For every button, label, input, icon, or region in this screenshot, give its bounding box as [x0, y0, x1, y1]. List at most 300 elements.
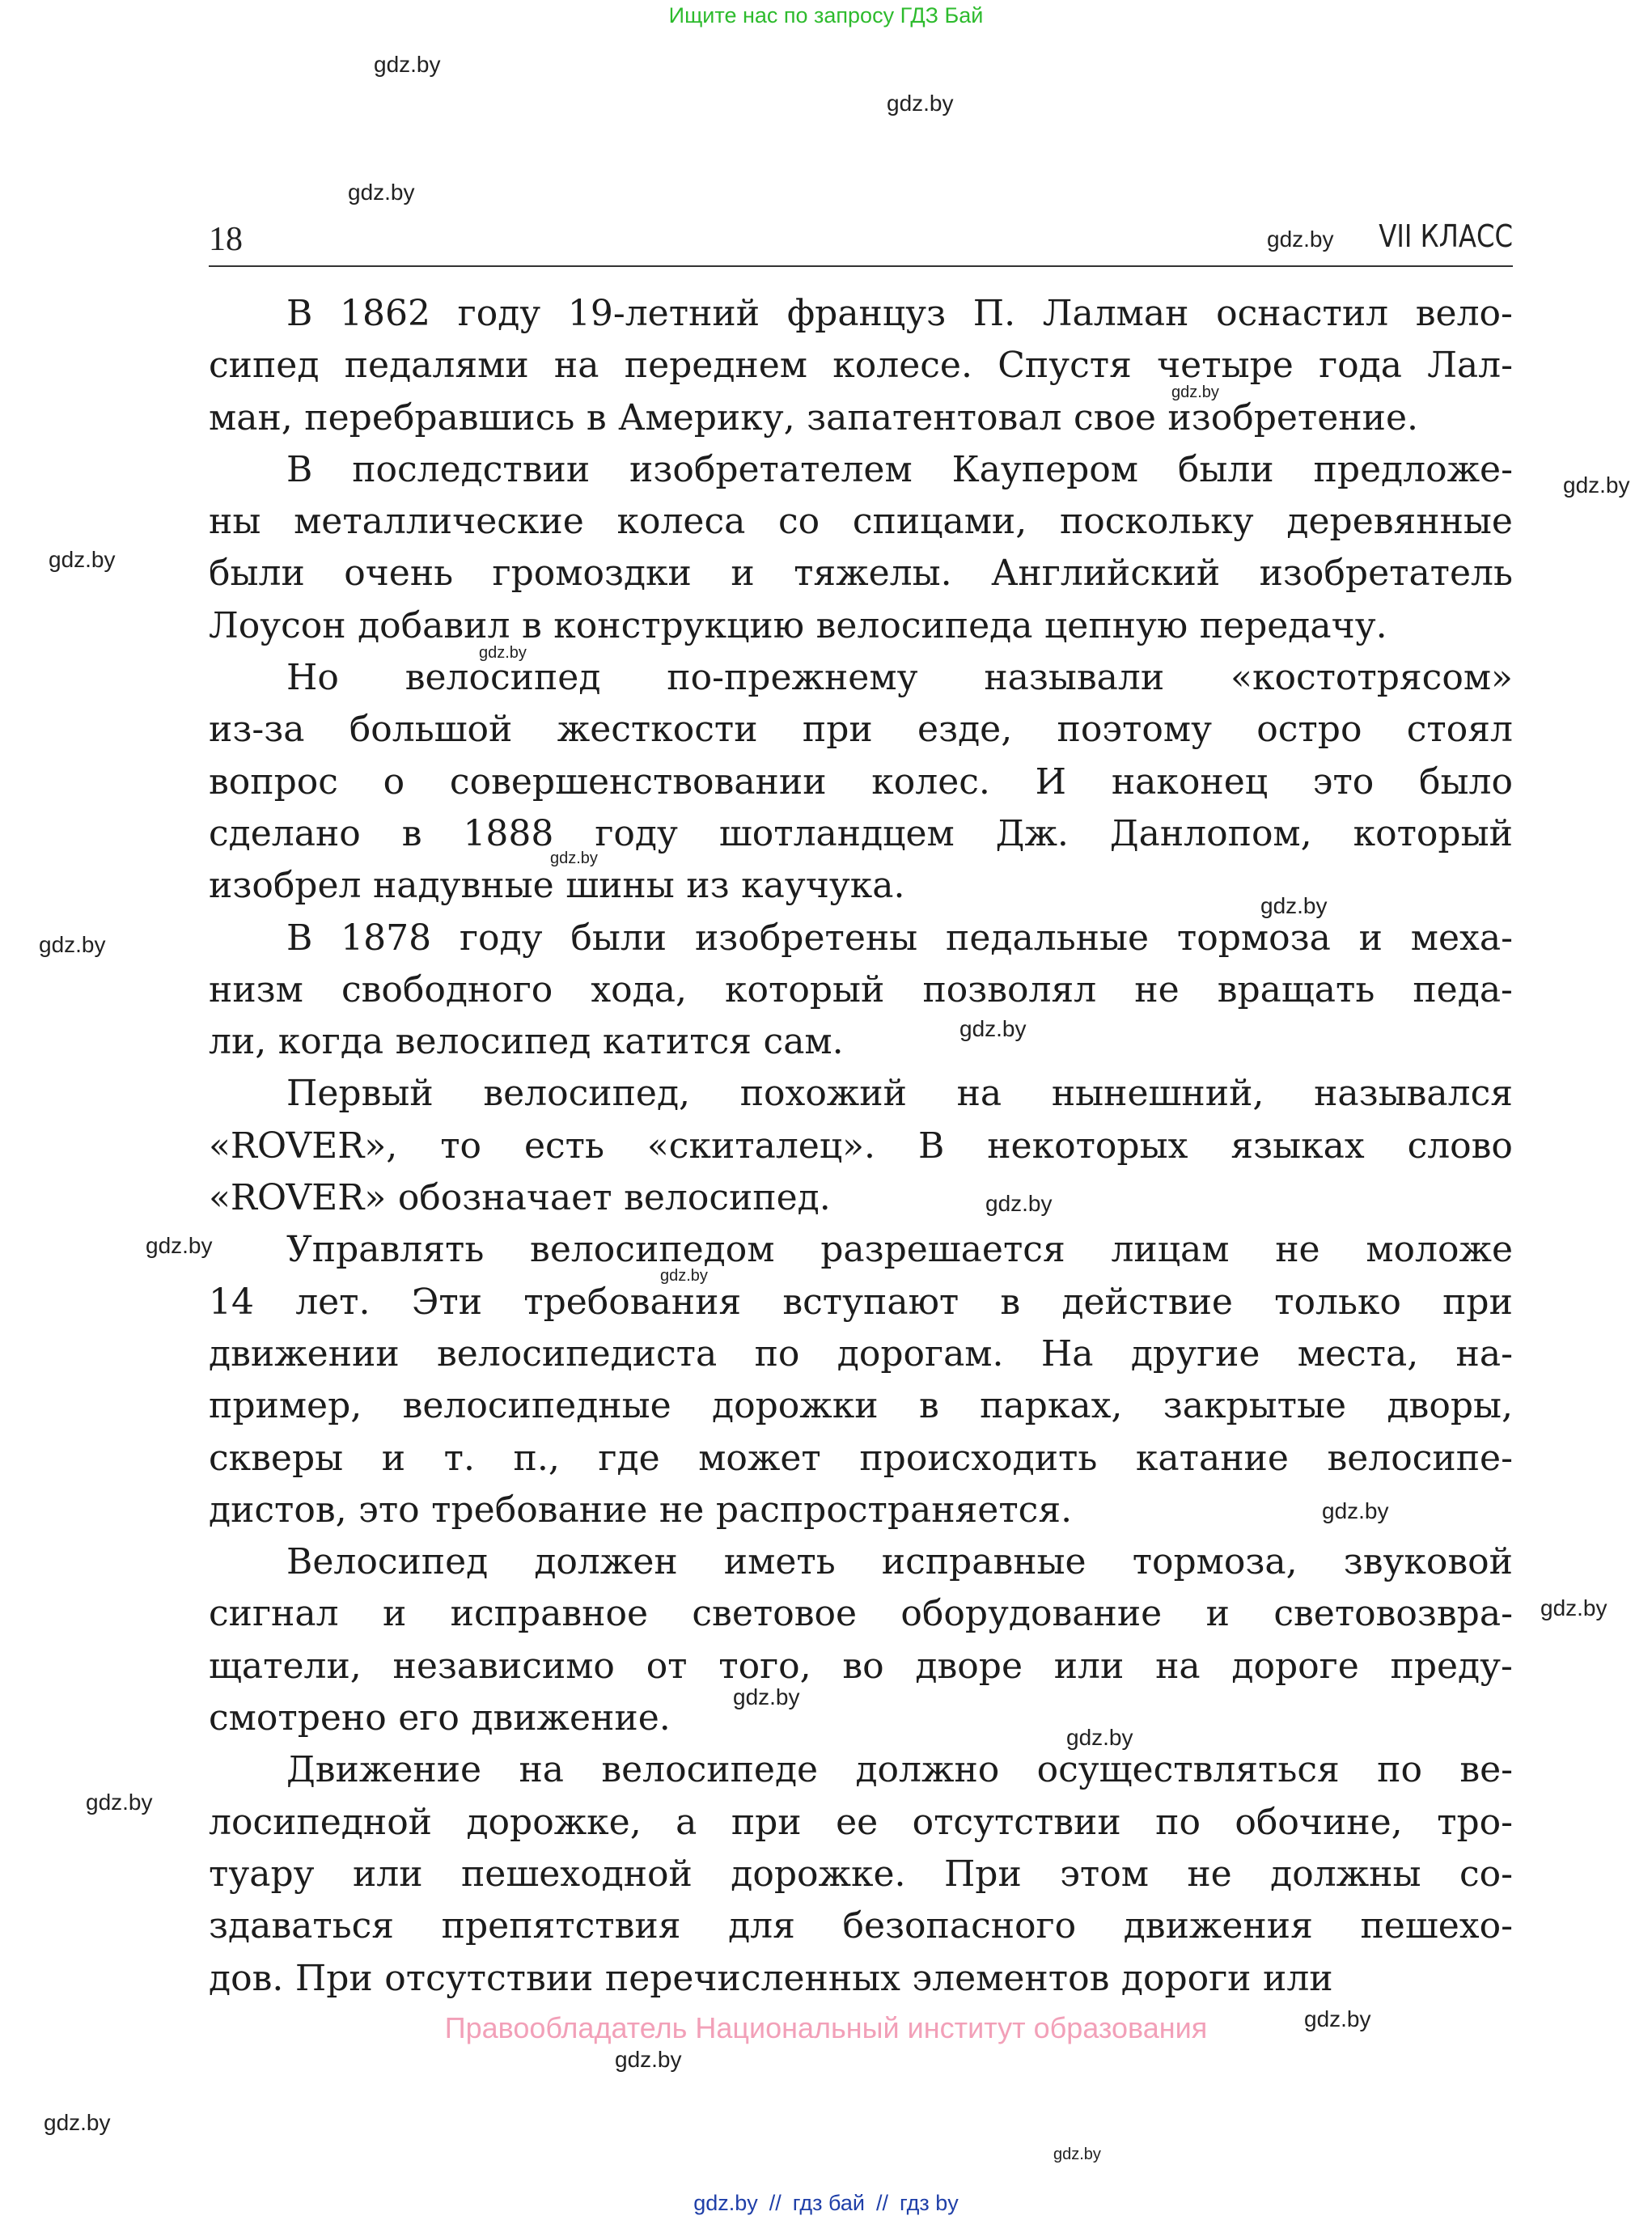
watermark: gdz.by [1304, 2006, 1371, 2031]
word: низм [209, 968, 303, 1010]
word: Спустя [998, 345, 1132, 387]
word: по [1155, 1801, 1201, 1843]
word: педа- [1413, 968, 1513, 1010]
word: который [1353, 812, 1513, 854]
word: на [553, 345, 599, 387]
word: Но [286, 657, 339, 699]
word: поэтому [1057, 709, 1212, 751]
word: при [802, 709, 873, 751]
word: движение. [471, 1697, 671, 1739]
text-line [209, 1485, 1513, 1536]
text-line [209, 1744, 1513, 1796]
watermark: gdz.by [49, 547, 116, 572]
copyright-notice: Правообладатель Национальный институт образования [444, 2011, 1208, 2044]
text-line [209, 756, 1513, 808]
word: перебравшись [304, 396, 575, 438]
word: Америку, [618, 396, 795, 438]
word: иметь [723, 1541, 836, 1583]
word: Эти [411, 1281, 483, 1323]
word: ли, [209, 1021, 267, 1063]
word: тормоза [1176, 917, 1331, 959]
word: требование [431, 1489, 648, 1531]
word: Данлопом, [1109, 812, 1312, 854]
word: из-за [209, 709, 305, 751]
word: и [382, 1593, 407, 1635]
word: «костотрясом» [1231, 657, 1513, 699]
word: году [595, 812, 678, 854]
word: разрешается [820, 1229, 1065, 1271]
word: Лал- [1427, 345, 1513, 387]
word: то [440, 1125, 482, 1167]
footer-link-gdz-by[interactable]: gdz.by [693, 2191, 758, 2215]
word: надувные [372, 865, 554, 907]
text-line [209, 652, 1513, 704]
word: были [1177, 448, 1274, 490]
word: требования [523, 1281, 742, 1323]
text-line [209, 1277, 1513, 1328]
word: вращать [1217, 968, 1375, 1010]
word: в [521, 604, 542, 646]
word: где [598, 1437, 660, 1479]
word: на [519, 1749, 564, 1791]
word: звуковой [1343, 1541, 1513, 1583]
word: предложе- [1313, 448, 1513, 490]
word: или [352, 1853, 423, 1895]
word: языках [1231, 1125, 1365, 1167]
word: сделано [209, 812, 361, 854]
word: и [1358, 917, 1383, 959]
word: смотрено [209, 1697, 387, 1739]
word: Лалман [1042, 293, 1189, 334]
word: не [1134, 968, 1180, 1010]
text-line [209, 1380, 1513, 1432]
word: «ROVER» [209, 1177, 387, 1219]
word: 1888 [463, 812, 554, 854]
watermark: gdz.by [1066, 1725, 1133, 1750]
word: педалями [344, 345, 529, 387]
word: на- [1455, 1332, 1513, 1375]
word: 14 [209, 1281, 254, 1323]
word: тро- [1437, 1801, 1513, 1843]
word: меха- [1410, 917, 1513, 959]
word: должно [855, 1749, 1000, 1791]
text-line [209, 1588, 1513, 1640]
word: похожий [739, 1073, 907, 1115]
word: «ROVER», [209, 1125, 398, 1167]
word: Движение [286, 1749, 482, 1791]
word: Дж. [995, 812, 1069, 854]
word: велосипедные [402, 1385, 671, 1427]
word: году [457, 293, 541, 334]
word: это [1312, 760, 1375, 803]
word: независимо [392, 1645, 615, 1687]
word: дов. [209, 1957, 284, 1999]
word: перечисленных [604, 1957, 900, 1999]
word: по [1377, 1749, 1422, 1791]
word: велосипе- [1327, 1437, 1513, 1479]
text-line [209, 392, 1513, 444]
word: пример, [209, 1385, 362, 1427]
word: 1862 [340, 293, 430, 334]
watermark: gdz.by [733, 1684, 800, 1709]
word: поскольку [1059, 501, 1254, 543]
word: должны [1270, 1853, 1421, 1895]
word: катится [602, 1021, 752, 1063]
word: световое [692, 1593, 857, 1635]
word: обочине, [1235, 1801, 1403, 1843]
word: велосипед [405, 657, 601, 699]
word: в [918, 1385, 939, 1427]
word: совершенствовании [449, 760, 827, 803]
watermark: gdz.by [1053, 2146, 1101, 2163]
word: четыре [1157, 345, 1294, 387]
word: последствии [352, 448, 591, 490]
word: деревянные [1286, 501, 1513, 543]
word: ве- [1459, 1749, 1513, 1791]
word: называли [984, 657, 1165, 699]
word: и [381, 1437, 406, 1479]
word: француз [786, 293, 947, 334]
word: году [459, 917, 543, 959]
watermark: gdz.by [479, 644, 527, 662]
word: по-прежнему [667, 657, 918, 699]
word: не [659, 1489, 705, 1531]
word: громоздки [492, 553, 692, 595]
word: спицами, [852, 501, 1027, 543]
word: В [286, 293, 313, 334]
word: изобретатель [1259, 553, 1513, 595]
word: на [956, 1073, 1002, 1115]
text-line [209, 913, 1513, 964]
word: изобретены [694, 917, 918, 959]
word: велосипеда [815, 604, 1033, 646]
watermark: gdz.by [146, 1233, 213, 1258]
word: исправное [450, 1593, 648, 1635]
word: В [286, 448, 313, 490]
word: вступают [782, 1281, 959, 1323]
word: а [676, 1801, 697, 1843]
word: сам. [763, 1021, 844, 1063]
word: пешеходной [460, 1853, 693, 1895]
word: велосипеде [601, 1749, 819, 1791]
word: элементов [912, 1957, 1110, 1999]
watermark: gdz.by [887, 91, 954, 116]
word: отсутствии [384, 1957, 594, 1999]
word: световозвра- [1273, 1593, 1513, 1635]
word: со [778, 501, 820, 543]
word: было [1419, 760, 1513, 803]
text-line [209, 496, 1513, 548]
watermark: gdz.by [1267, 227, 1334, 252]
word: преду- [1390, 1645, 1513, 1687]
word: года [1319, 345, 1402, 387]
word: велосипед, [483, 1073, 691, 1115]
word: На [1040, 1332, 1094, 1375]
watermark: gdz.by [1563, 472, 1630, 498]
word: может [698, 1437, 821, 1479]
watermark: gdz.by [1171, 383, 1219, 401]
word: нынешний, [1051, 1073, 1264, 1115]
word: В [917, 1125, 945, 1167]
word: т. [443, 1437, 475, 1479]
word: дорожке. [731, 1853, 906, 1895]
word: Управлять [286, 1229, 485, 1271]
word: свободного [341, 968, 553, 1010]
watermark: gdz.by [959, 1016, 1027, 1041]
word: при [1442, 1281, 1513, 1323]
word: велосипед [395, 1021, 591, 1063]
word: вопрос [209, 760, 338, 803]
word: вело- [1415, 293, 1513, 334]
word: не [1275, 1229, 1320, 1271]
word: когда [277, 1021, 384, 1063]
text-line [209, 964, 1513, 1016]
word: оснастил [1216, 293, 1389, 334]
word: п., [513, 1437, 560, 1479]
word: происходить [859, 1437, 1098, 1479]
word: от [646, 1645, 688, 1687]
footer-link-gdz-by-2[interactable]: гдз by [900, 2191, 959, 2215]
word: педальные [946, 917, 1150, 959]
word: свое [1073, 396, 1156, 438]
text-line [209, 548, 1513, 599]
word: тяжелы. [794, 553, 952, 595]
word: и [731, 553, 755, 595]
word: или [1053, 1645, 1125, 1687]
word: моложе [1366, 1229, 1513, 1271]
word: «скиталец». [646, 1125, 876, 1167]
word: сигнал [209, 1593, 339, 1635]
word: и [1205, 1593, 1230, 1635]
word: позволял [922, 968, 1097, 1010]
text-line [209, 444, 1513, 496]
word: были [209, 553, 305, 595]
watermark: gdz.by [550, 849, 598, 867]
text-line [209, 1328, 1513, 1380]
word: препятствия [441, 1905, 681, 1947]
top-banner-link[interactable]: Ищите нас по запросу ГДЗ Бай [668, 3, 984, 28]
watermark: gdz.by [1322, 1498, 1389, 1523]
word: это [358, 1489, 420, 1531]
word: слово [1407, 1125, 1513, 1167]
word: в [401, 812, 422, 854]
word: по [754, 1332, 800, 1375]
word: П. [972, 293, 1016, 334]
word: добавил [358, 604, 510, 646]
word: очень [344, 553, 454, 595]
word: закрытые [1163, 1385, 1347, 1427]
word: изобретателем [629, 448, 913, 490]
word: Лоусон [209, 604, 346, 646]
word: здаваться [209, 1905, 395, 1947]
text-line [209, 1016, 1513, 1068]
word: катание [1135, 1437, 1289, 1479]
word: во [842, 1645, 884, 1687]
word: езде, [917, 709, 1013, 751]
word: велосипед. [624, 1177, 831, 1219]
text-line [209, 1900, 1513, 1952]
word: велосипедом [530, 1229, 775, 1271]
word: того, [718, 1645, 811, 1687]
word: велосипедиста [437, 1332, 718, 1375]
word: распространяется. [715, 1489, 1073, 1531]
word: шотландцем [718, 812, 955, 854]
word: в [1000, 1281, 1021, 1323]
word: стоял [1406, 709, 1513, 751]
text-line [209, 1433, 1513, 1485]
word: в [586, 396, 607, 438]
text-line [209, 288, 1513, 340]
running-head: VII КЛАСС [1379, 218, 1513, 254]
word: В [286, 917, 313, 959]
word: дворе [915, 1645, 1023, 1687]
watermark: gdz.by [39, 932, 106, 957]
word: были [570, 917, 667, 959]
footer-link-gdz-bai[interactable]: гдз бай [792, 2191, 865, 2215]
watermark: gdz.by [44, 2110, 111, 2135]
word: 19-летний [567, 293, 760, 334]
word: о [383, 760, 405, 803]
word: пешехо- [1360, 1905, 1513, 1947]
word: переднем [624, 345, 808, 387]
word: исправные [881, 1541, 1087, 1583]
text-line [209, 1068, 1513, 1120]
word: запатентовал [807, 396, 1062, 438]
word: При [943, 1853, 1022, 1895]
watermark: gdz.by [1540, 1595, 1608, 1620]
word: дорожки [712, 1385, 879, 1427]
text-line [209, 1536, 1513, 1588]
word: дорожке, [466, 1801, 642, 1843]
text-line [209, 808, 1513, 860]
word: отсутствии [912, 1801, 1121, 1843]
word: И [1035, 760, 1067, 803]
word: Велосипед [286, 1541, 489, 1583]
word: тормоза, [1132, 1541, 1298, 1583]
text-line [209, 1797, 1513, 1849]
text-line [209, 600, 1513, 652]
word: лет. [295, 1281, 371, 1323]
word: некоторых [987, 1125, 1188, 1167]
word: дворы, [1387, 1385, 1513, 1427]
word: ее [836, 1801, 879, 1843]
word: Английский [991, 553, 1221, 595]
word: осуществляться [1036, 1749, 1340, 1791]
text-line [209, 704, 1513, 756]
text-line [209, 1172, 1513, 1224]
word: из [686, 865, 730, 907]
word: дороге [1231, 1645, 1359, 1687]
word: действие [1061, 1281, 1233, 1323]
word: Первый [286, 1073, 434, 1115]
text-line [209, 1953, 1513, 2005]
word: который [725, 968, 885, 1010]
word: конструкцию [553, 604, 805, 646]
text-line [209, 1849, 1513, 1900]
word: металлические [294, 501, 584, 543]
word: места, [1297, 1332, 1419, 1375]
word: 1878 [341, 917, 432, 959]
watermark: gdz.by [1260, 893, 1328, 918]
word: на [1155, 1645, 1201, 1687]
word: движении [209, 1332, 400, 1375]
text-line [209, 1224, 1513, 1276]
text-line [209, 340, 1513, 392]
body-text [209, 288, 1513, 2005]
word: большой [349, 709, 513, 751]
word: движения [1123, 1905, 1313, 1947]
word: другие [1130, 1332, 1260, 1375]
word: безопасного [842, 1905, 1077, 1947]
word: скверы [209, 1437, 344, 1479]
word: ны [209, 501, 261, 543]
word: жесткости [557, 709, 758, 751]
word: щатели, [209, 1645, 362, 1687]
word: для [728, 1905, 795, 1947]
watermark: gdz.by [615, 2047, 682, 2072]
word: туару [209, 1853, 315, 1895]
word: колес. [871, 760, 990, 803]
footer-links [0, 2191, 1652, 2216]
word: только [1274, 1281, 1401, 1323]
word: изобретение. [1167, 396, 1418, 438]
word: обозначает [397, 1177, 612, 1219]
word: При [294, 1957, 373, 1999]
word: Каупером [951, 448, 1138, 490]
word: дороги [1120, 1957, 1252, 1999]
page-number: 18 [209, 221, 243, 258]
word: есть [523, 1125, 604, 1167]
word: цепную [1044, 604, 1188, 646]
word: колеса [616, 501, 746, 543]
text-line [209, 1120, 1513, 1172]
word: его [398, 1697, 460, 1739]
word: хода, [591, 968, 687, 1010]
word: должен [534, 1541, 678, 1583]
watermark: gdz.by [86, 1790, 153, 1815]
word: передачу. [1199, 604, 1387, 646]
footer-separator: // [769, 2191, 782, 2215]
text-line [209, 1641, 1513, 1692]
word: наконец [1111, 760, 1269, 803]
word: шины [565, 865, 675, 907]
word: лосипедной [209, 1801, 433, 1843]
word: дорогам. [837, 1332, 1004, 1375]
word: лицам [1111, 1229, 1230, 1271]
word: сипед [209, 345, 320, 387]
word: не [1187, 1853, 1232, 1895]
word: изобрел [209, 865, 362, 907]
word: этом [1060, 1853, 1149, 1895]
word: парках, [980, 1385, 1123, 1427]
word: каучука. [741, 865, 905, 907]
word: ман, [209, 396, 293, 438]
word: оборудование [900, 1593, 1163, 1635]
word: при [731, 1801, 802, 1843]
watermark: gdz.by [660, 1267, 708, 1285]
watermark: gdz.by [348, 180, 415, 205]
word: со- [1459, 1853, 1513, 1895]
watermark: gdz.by [985, 1191, 1053, 1216]
text-line [209, 1692, 1513, 1744]
footer-separator: // [875, 2191, 888, 2215]
word: остро [1256, 709, 1362, 751]
word: назывался [1314, 1073, 1513, 1115]
word: колесе. [832, 345, 972, 387]
word: или [1263, 1957, 1333, 1999]
watermark: gdz.by [374, 52, 441, 77]
word: дистов, [209, 1489, 347, 1531]
